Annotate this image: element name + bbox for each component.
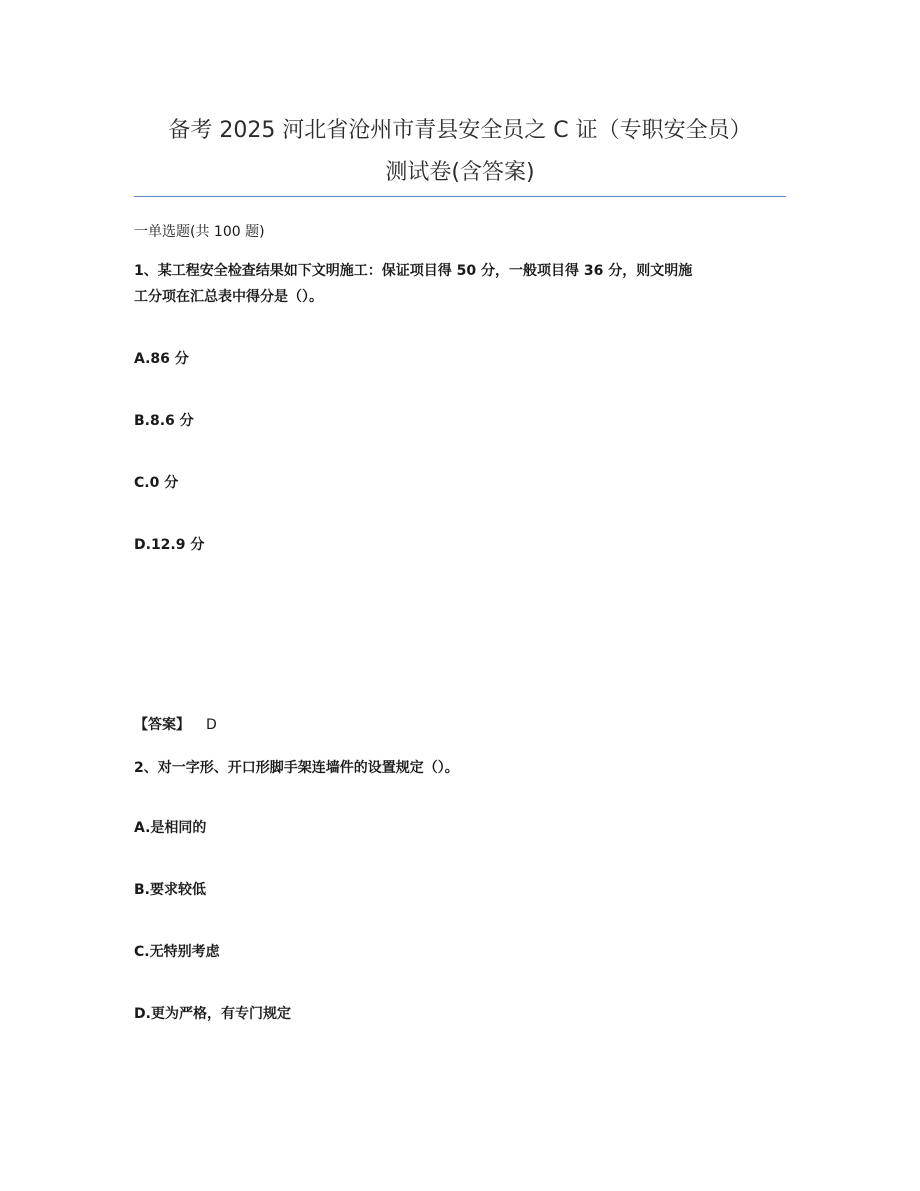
answer-label: 【答案】 [134, 717, 190, 733]
question-1-option-a: A.86 分 [134, 351, 189, 367]
question-1-answer [134, 718, 217, 732]
section-heading: 一单选题(共 100 题) [134, 224, 265, 240]
question-1-stem-line-2: 工分项在汇总表中得分是（）。 [134, 289, 323, 305]
question-2-option-d: D.更为严格，有专门规定 [134, 1006, 291, 1022]
question-1-option-d: D.12.9 分 [134, 537, 205, 553]
question-2-stem-line-1: 2、对一字形、开口形脚手架连墙件的设置规定（）。 [134, 760, 459, 776]
question-1-option-b: B.8.6 分 [134, 413, 194, 429]
question-2-option-c: C.无特别考虑 [134, 944, 220, 960]
question-2-option-b: B.要求较低 [134, 882, 206, 898]
question-1-stem-line-1: 1、某工程安全检查结果如下文明施工：保证项目得 50 分，一般项目得 36 分，则文明施 [134, 263, 693, 279]
question-1-option-c: C.0 分 [134, 475, 179, 491]
document-title-line-2: 测试卷(含答案) [385, 160, 535, 185]
document-title-line-1: 备考 2025 河北省沧州市青县安全员之 C 证（专职安全员） [168, 118, 752, 143]
question-2-option-a: A.是相同的 [134, 820, 207, 836]
title-divider [134, 196, 786, 197]
answer-value: D [206, 717, 217, 733]
